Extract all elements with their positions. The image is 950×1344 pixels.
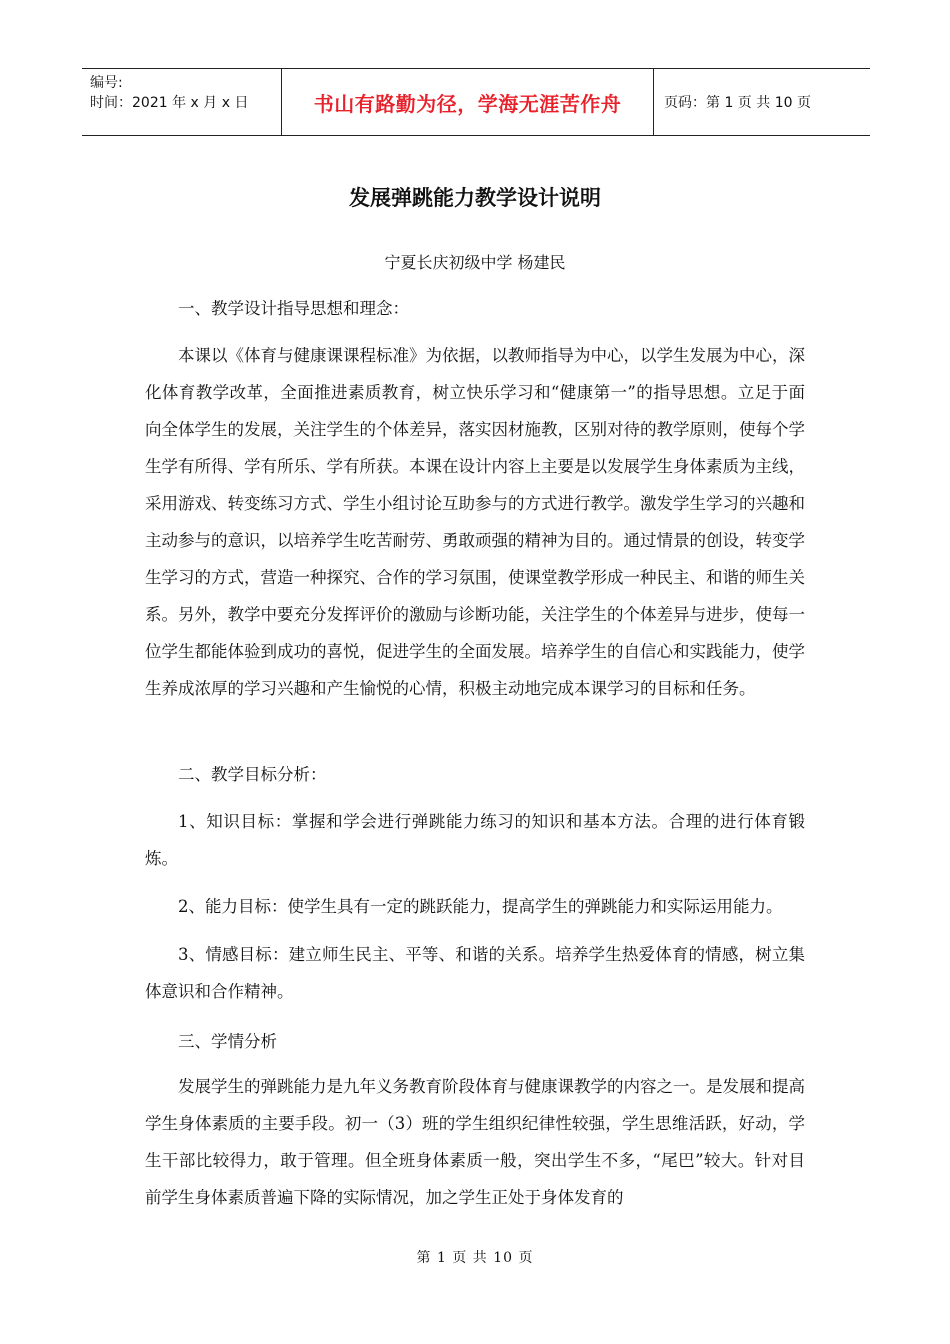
section-2-heading: 二、教学目标分析：: [178, 765, 327, 784]
section-2-item-2: 2、能力目标：使学生具有一定的跳跃能力，提高学生的弹跳能力和实际运用能力。: [178, 897, 783, 916]
motto: 书山有路勤为径，学海无涯苦作舟: [281, 69, 654, 135]
section-2-item-1: 1、知识目标：掌握和学会进行弹跳能力练习的知识和基本方法。合理的进行体育锻炼。: [145, 812, 805, 868]
section-3-heading: 三、学情分析: [178, 1032, 277, 1051]
section-3-paragraph: 发展学生的弹跳能力是九年义务教育阶段体育与健康课教学的内容之一。是发展和提高学生身体素质的主要手段。初一（3）班的学生组织纪律性较强，学生思维活跃，好动，学生干部比较得力，敢于管理。但全班身体素质一般，突出学生不多，“尾巴”较大。针对目前学生身体素质普遍下降的实际情况，加之学生正处于身体发育的: [145, 1077, 805, 1207]
section-1-heading: 一、教学设计指导思想和理念：: [178, 299, 409, 318]
page-footer: 第 1 页 共 10 页: [416, 1250, 534, 1266]
author-line: 宁夏长庆初级中学 杨建民: [384, 253, 566, 272]
header-left-cell: [82, 69, 281, 135]
section-2-item-3: 3、情感目标：建立师生民主、平等、和谐的关系。培养学生热爱体育的情感，树立集体意识和合作精神。: [145, 945, 805, 1001]
number-label: 编号:: [90, 75, 123, 91]
page-info: 页码：第 1 页 共 10 页: [664, 95, 811, 111]
section-1-paragraph: 本课以《体育与健康课课程标准》为依据，以教师指导为中心，以学生发展为中心，深化体育教学改革，全面推进素质教育，树立快乐学习和“健康第一”的指导思想。立足于面向全体学生的发展，关注学生的个体差异，落实因材施教，区别对待的教学原则，使每个学生学有所得、学有所乐、学有所获。本课在设计内容上主要是以发展学生身体素质为主线，采用游戏、转变练习方式、学生小组讨论互助参与的方式进行教学。激发学生学习的兴趣和主动参与的意识，以培养学生吃苦耐劳、勇敢顽强的精神为目的。通过情景的创设，转变学生学习的方式，营造一种探究、合作的学习氛围，使课堂教学形成一种民主、和谐的师生关系。另外，教学中要充分发挥评价的激励与诊断功能，关注学生的个体差异与进步，使每一位学生都能体验到成功的喜悦，促进学生的全面发展。培养学生的自信心和实践能力，使学生养成浓厚的学习兴趣和产生愉悦的心情，积极主动地完成本课学习的目标和任务。: [145, 346, 805, 698]
time-label: 时间：2021 年 x 月 x 日: [90, 95, 249, 111]
document-title: 发展弹跳能力教学设计说明: [349, 186, 601, 210]
header-table: [82, 68, 870, 136]
